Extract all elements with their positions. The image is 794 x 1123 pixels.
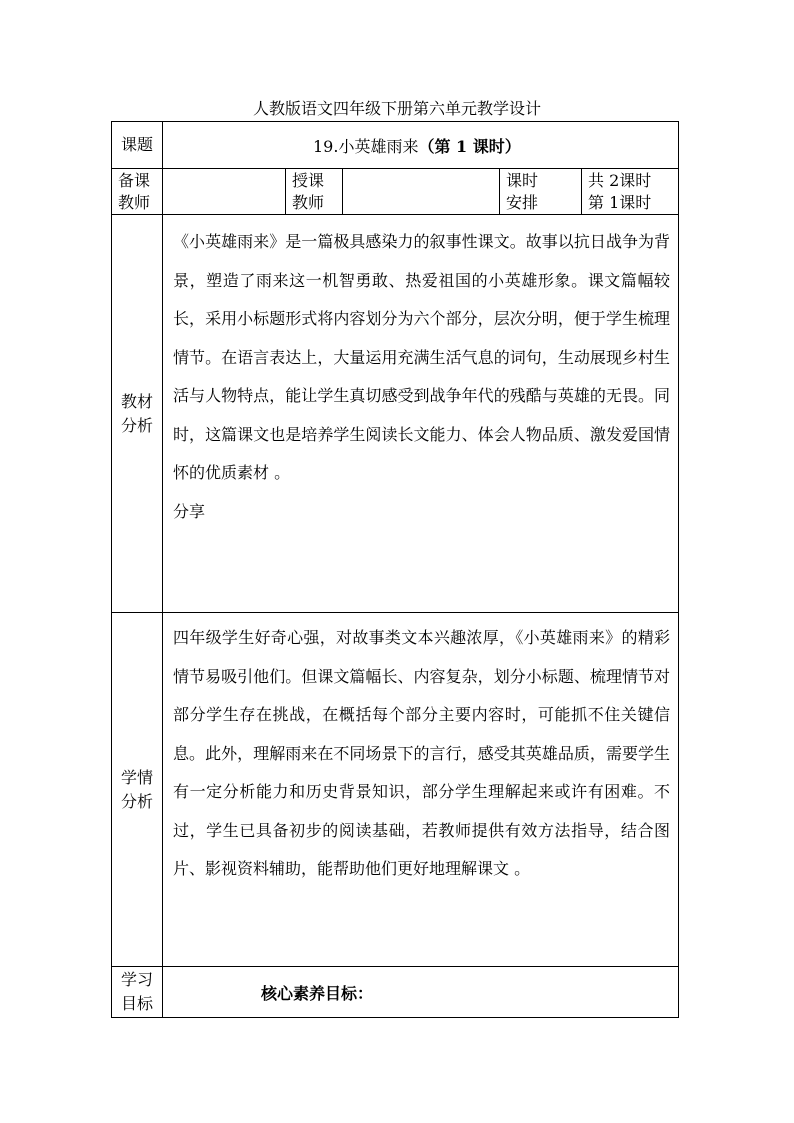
- goal-label-line-1: 学习: [120, 970, 153, 989]
- document-title: 人教版语文四年级下册第六单元教学设计: [252, 99, 541, 118]
- teach-label-line-2: 教师: [292, 192, 325, 212]
- core-literacy-heading: 核心素养目标：: [163, 967, 679, 1018]
- student-analysis-text: [163, 613, 679, 967]
- hours-total: 共 2课时: [588, 170, 652, 190]
- material-analysis-label: [112, 215, 163, 613]
- lesson-title: 19.小英雄雨来: [313, 136, 419, 156]
- material-paragraph: 《小英雄雨来》是一篇极具感染力的叙事性课文。故事以抗日战争为背景，塑造了雨来这一机智勇敢、热爱祖国的小英雄形象。课文篇幅较长，采用小标题形式将内容划分为六个部分，层次分明，便于学生梳理情节。在语言表达上，大量运用充满生活气息的词句，生动展现乡村生活与人物特点，能让学生真切感受到战争年代的残酷与英雄的无畏。同时，这篇课文也是培养学生阅读长文能力、体会人物品质、激发爱国情怀的优质素材 。: [173, 232, 671, 482]
- hours-current: 第 1课时: [588, 192, 652, 212]
- staff-row: [112, 169, 679, 215]
- material-label-line-2: 分析: [120, 415, 153, 435]
- hours-value: [582, 169, 679, 215]
- student-analysis-label: [112, 613, 163, 967]
- topic-row: [112, 122, 679, 169]
- prep-teacher-value: [163, 169, 286, 215]
- prep-teacher-label: [112, 169, 163, 215]
- hours-label-line-2: 安排: [506, 192, 539, 212]
- topic-value: [163, 122, 679, 169]
- lesson-plan-table: [111, 121, 679, 1018]
- material-share-note: 分享: [173, 501, 206, 521]
- learning-goal-row: [112, 967, 679, 1018]
- hours-label-line-1: 课时: [506, 170, 539, 190]
- material-analysis-row: [112, 215, 679, 613]
- goal-label-line-2: 目标: [120, 994, 153, 1013]
- hours-label: [500, 169, 582, 215]
- topic-label: 课题: [112, 122, 163, 169]
- teach-teacher-value: [343, 169, 500, 215]
- student-label-line-2: 分析: [120, 791, 153, 811]
- material-label-line-1: 教材: [120, 391, 153, 411]
- lesson-session: （第 1 课时）: [418, 136, 521, 156]
- student-paragraph: 四年级学生好奇心强，对故事类文本兴趣浓厚，《小英雄雨来》的精彩情节易吸引他们。但课文篇幅长、内容复杂，划分小标题、梳理情节对部分学生存在挑战，在概括每个部分主要内容时，可能抓不住关键信息。此外，理解雨来在不同场景下的言行，感受其英雄品质，需要学生有一定分析能力和历史背景知识，部分学生理解起来或许有困难。不过，学生已具备初步的阅读基础，若教师提供有效方法指导，结合图片、影视资料辅助，能帮助他们更好地理解课文 。: [173, 628, 671, 878]
- prep-label-line-2: 教师: [118, 192, 151, 212]
- teach-teacher-label: [286, 169, 343, 215]
- learning-goal-label: [112, 967, 163, 1018]
- teach-label-line-1: 授课: [292, 170, 325, 190]
- material-analysis-text: [163, 215, 679, 613]
- student-analysis-row: [112, 613, 679, 967]
- student-label-line-1: 学情: [120, 767, 153, 787]
- prep-label-line-1: 备课: [118, 170, 151, 190]
